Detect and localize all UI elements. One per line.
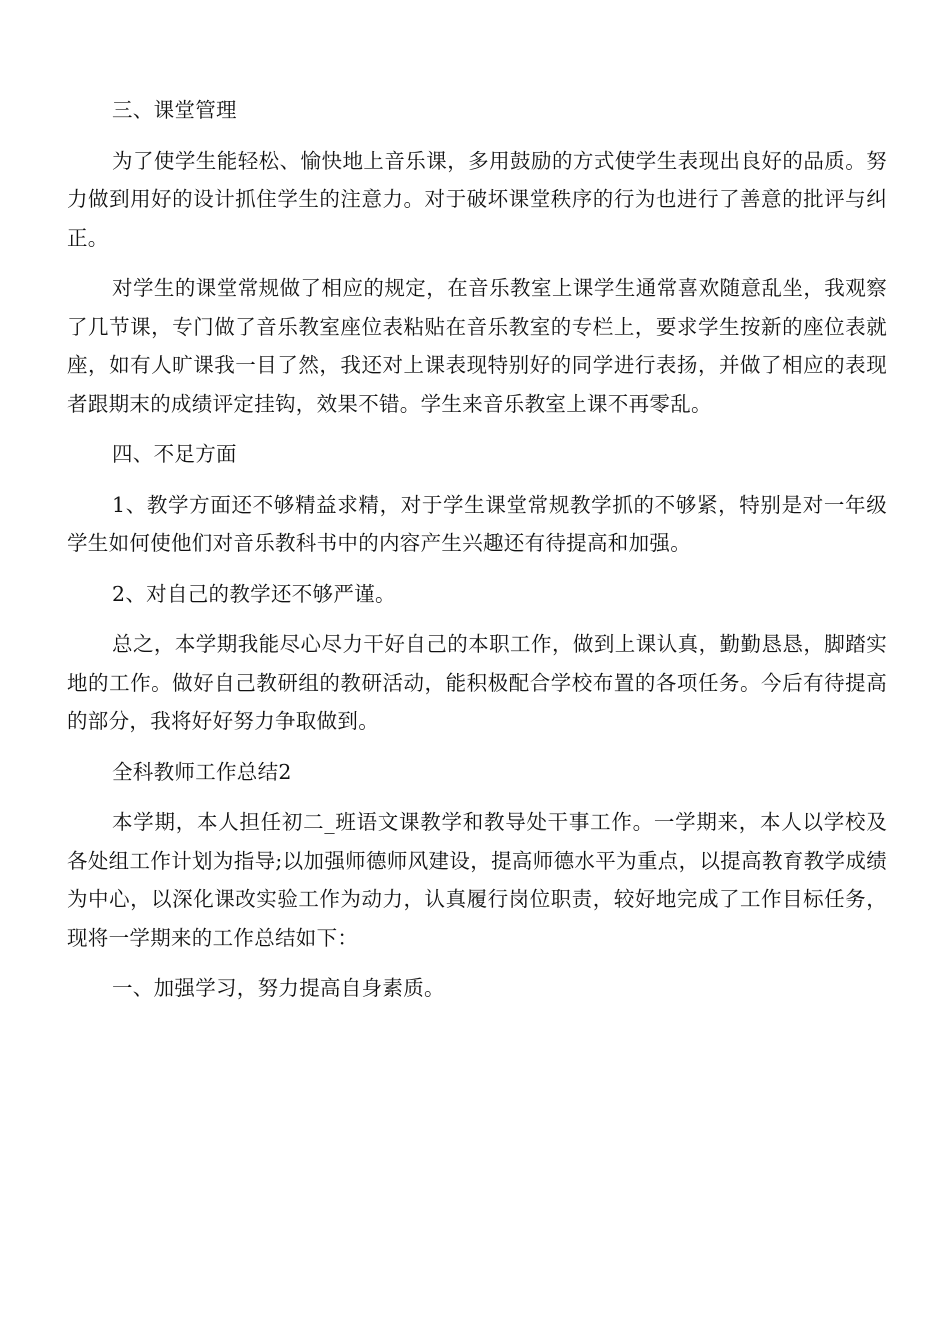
section-heading-study: 一、加强学习，努力提高自身素质。 xyxy=(112,976,445,1000)
paragraph-semester-intro: 本学期，本人担任初二_班语文课教学和教导处干事工作。一学期来，本人以学校及各处组工作计划为指导;以加强师德师风建设，提高师德水平为重点，以提高教育教学成绩为中心，以深化课改实验工作为动力，认真履行岗位职责，较好地完成了工作目标任务，现将一学期来的工作总结如下： xyxy=(67,810,887,950)
document-subtitle: 全科教师工作总结2 xyxy=(112,759,292,784)
section-heading-shortcomings: 四、不足方面 xyxy=(112,442,237,466)
paragraph-shortcoming-1: 1、教学方面还不够精益求精，对于学生课堂常规教学抓的不够紧，特别是对一年级学生如何使他们对音乐教科书中的内容产生兴趣还有待提高和加强。 xyxy=(67,492,887,555)
paragraph-shortcoming-2: 2、对自己的教学还不够严谨。 xyxy=(112,581,396,606)
document-page xyxy=(67,91,887,1020)
paragraph-encouragement: 为了使学生能轻松、愉快地上音乐课，多用鼓励的方式使学生表现出良好的品质。努力做到用好的设计抓住学生的注意力。对于破坏课堂秩序的行为也进行了善意的批评与纠正。 xyxy=(67,148,887,250)
paragraph-conclusion: 总之，本学期我能尽心尽力干好自己的本职工作，做到上课认真，勤勤恳恳，脚踏实地的工作。做好自己教研组的教研活动，能积极配合学校布置的各项任务。今后有待提高的部分，我将好好努力争取做到。 xyxy=(67,632,887,733)
section-heading-classroom-management: 三、课堂管理 xyxy=(112,98,237,122)
paragraph-seating-chart: 对学生的课堂常规做了相应的规定，在音乐教室上课学生通常喜欢随意乱坐，我观察了几节课，专门做了音乐教室座位表粘贴在音乐教室的专栏上，要求学生按新的座位表就座，如有人旷课我一目了然，我还对上课表现特别好的同学进行表扬，并做了相应的表现者跟期末的成绩评定挂钩，效果不错。学生来音乐教室上课不再零乱。 xyxy=(67,276,887,416)
